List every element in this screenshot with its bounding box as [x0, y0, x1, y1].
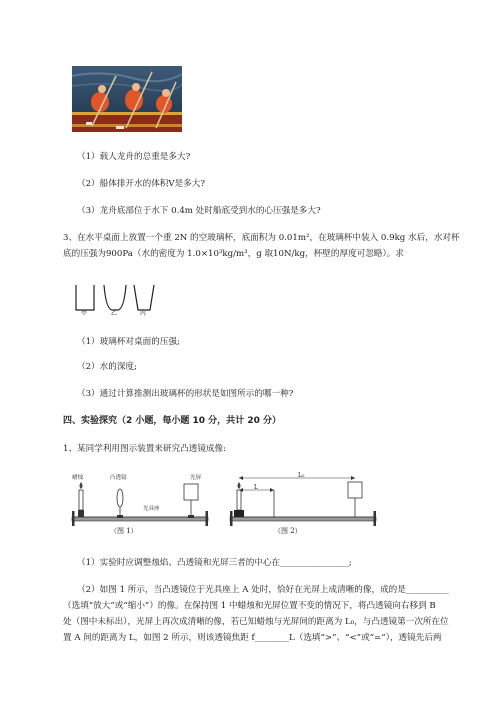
lens-label: 凸透镜 — [110, 475, 127, 481]
cup-shape-jia — [76, 285, 94, 310]
candle-label: 蜡烛 — [72, 475, 84, 481]
dragon-boat-photo — [72, 66, 182, 132]
cup-label-bing: 丙 — [140, 310, 147, 317]
figure-2-caption: （图 2） — [274, 527, 302, 535]
section4-p2-line1: （2）如图 1 所示，当凸透镜位于光具座上 A 处时，恰好在光屏上成清晰的像，成的是__________ — [77, 585, 449, 595]
cup-label-yi: 乙 — [111, 310, 118, 317]
lens-icon — [117, 489, 123, 507]
bench-label: 光具座 — [143, 506, 160, 512]
q2-part-1: （1）载人龙舟的总重是多大? — [77, 152, 191, 162]
figure-2-distances — [228, 470, 378, 540]
figure-1-caption: （图 1） — [110, 527, 138, 535]
cup-label-jia: 甲 — [81, 310, 88, 317]
q3-stem-line1: 3、在水平桌面上放置一个重 2N 的空玻璃杯，底面积为 0.01m²，在玻璃杯中装入 0.9kg 水后，水对杯 — [63, 233, 460, 243]
distance-l0-label: L₀ — [298, 472, 305, 479]
figure-1-optical-bench — [70, 470, 210, 540]
candle-icon — [237, 490, 241, 510]
section4-q1-intro: 1、某同学利用图示装置来研究凸透镜成像: — [63, 444, 227, 454]
section4-p2-line2: （选填“放大”或“缩小”）的像。在保持图 1 中蜡烛和光屏位置不变的情况下，将凸透镜向右移到 B — [63, 601, 436, 611]
q2-part-2: （2）船体排开水的体积Ⅴ是多大? — [77, 179, 206, 189]
q2-part-3: （3）龙舟底部位于水下 0.4m 处时船底受到水的心压强是多大? — [77, 206, 321, 216]
distance-l-label: L — [254, 484, 258, 491]
cup-shape-yi — [104, 285, 126, 310]
q3-part-1: （1）玻璃杯对桌面的压强; — [77, 337, 180, 347]
section4-p2-line4: 置 A 间的距离为 L，如图 2 所示，则该透镜焦距 f________L（选填“>”、“<”或“=”），透镜先后两 — [63, 633, 442, 643]
section4-p2-line3: 处（图中未标出），光屏上再次成清晰的像，若已知蜡烛与光屏间的距离为 L₀，与凸透镜第一次所在位 — [63, 617, 449, 627]
section4-p1: （1）实验时应调整烛焰、凸透镜和光屏三者的中心在________________; — [77, 558, 352, 568]
cup-shape-bing — [134, 285, 154, 310]
screen-icon — [348, 482, 362, 498]
q3-part-2: （2）水的深度; — [77, 362, 137, 372]
screen-label: 光屏 — [190, 475, 202, 481]
q3-part-3: （3）通过计算推测出玻璃杯的形状是如图所示的哪一种? — [77, 389, 294, 399]
screen-icon — [184, 484, 198, 500]
cup-shapes-figure — [72, 283, 156, 319]
candle-icon — [79, 490, 83, 510]
q3-stem-line2: 底的压强为900Pa（水的密度为 1.0×10³kg/m³，g 取10N/kg，杯壁的厚度可忽略）。求 — [63, 249, 404, 259]
section4-heading: 四、实验探究（2 小题，每小题 10 分，共计 20 分） — [63, 416, 281, 426]
